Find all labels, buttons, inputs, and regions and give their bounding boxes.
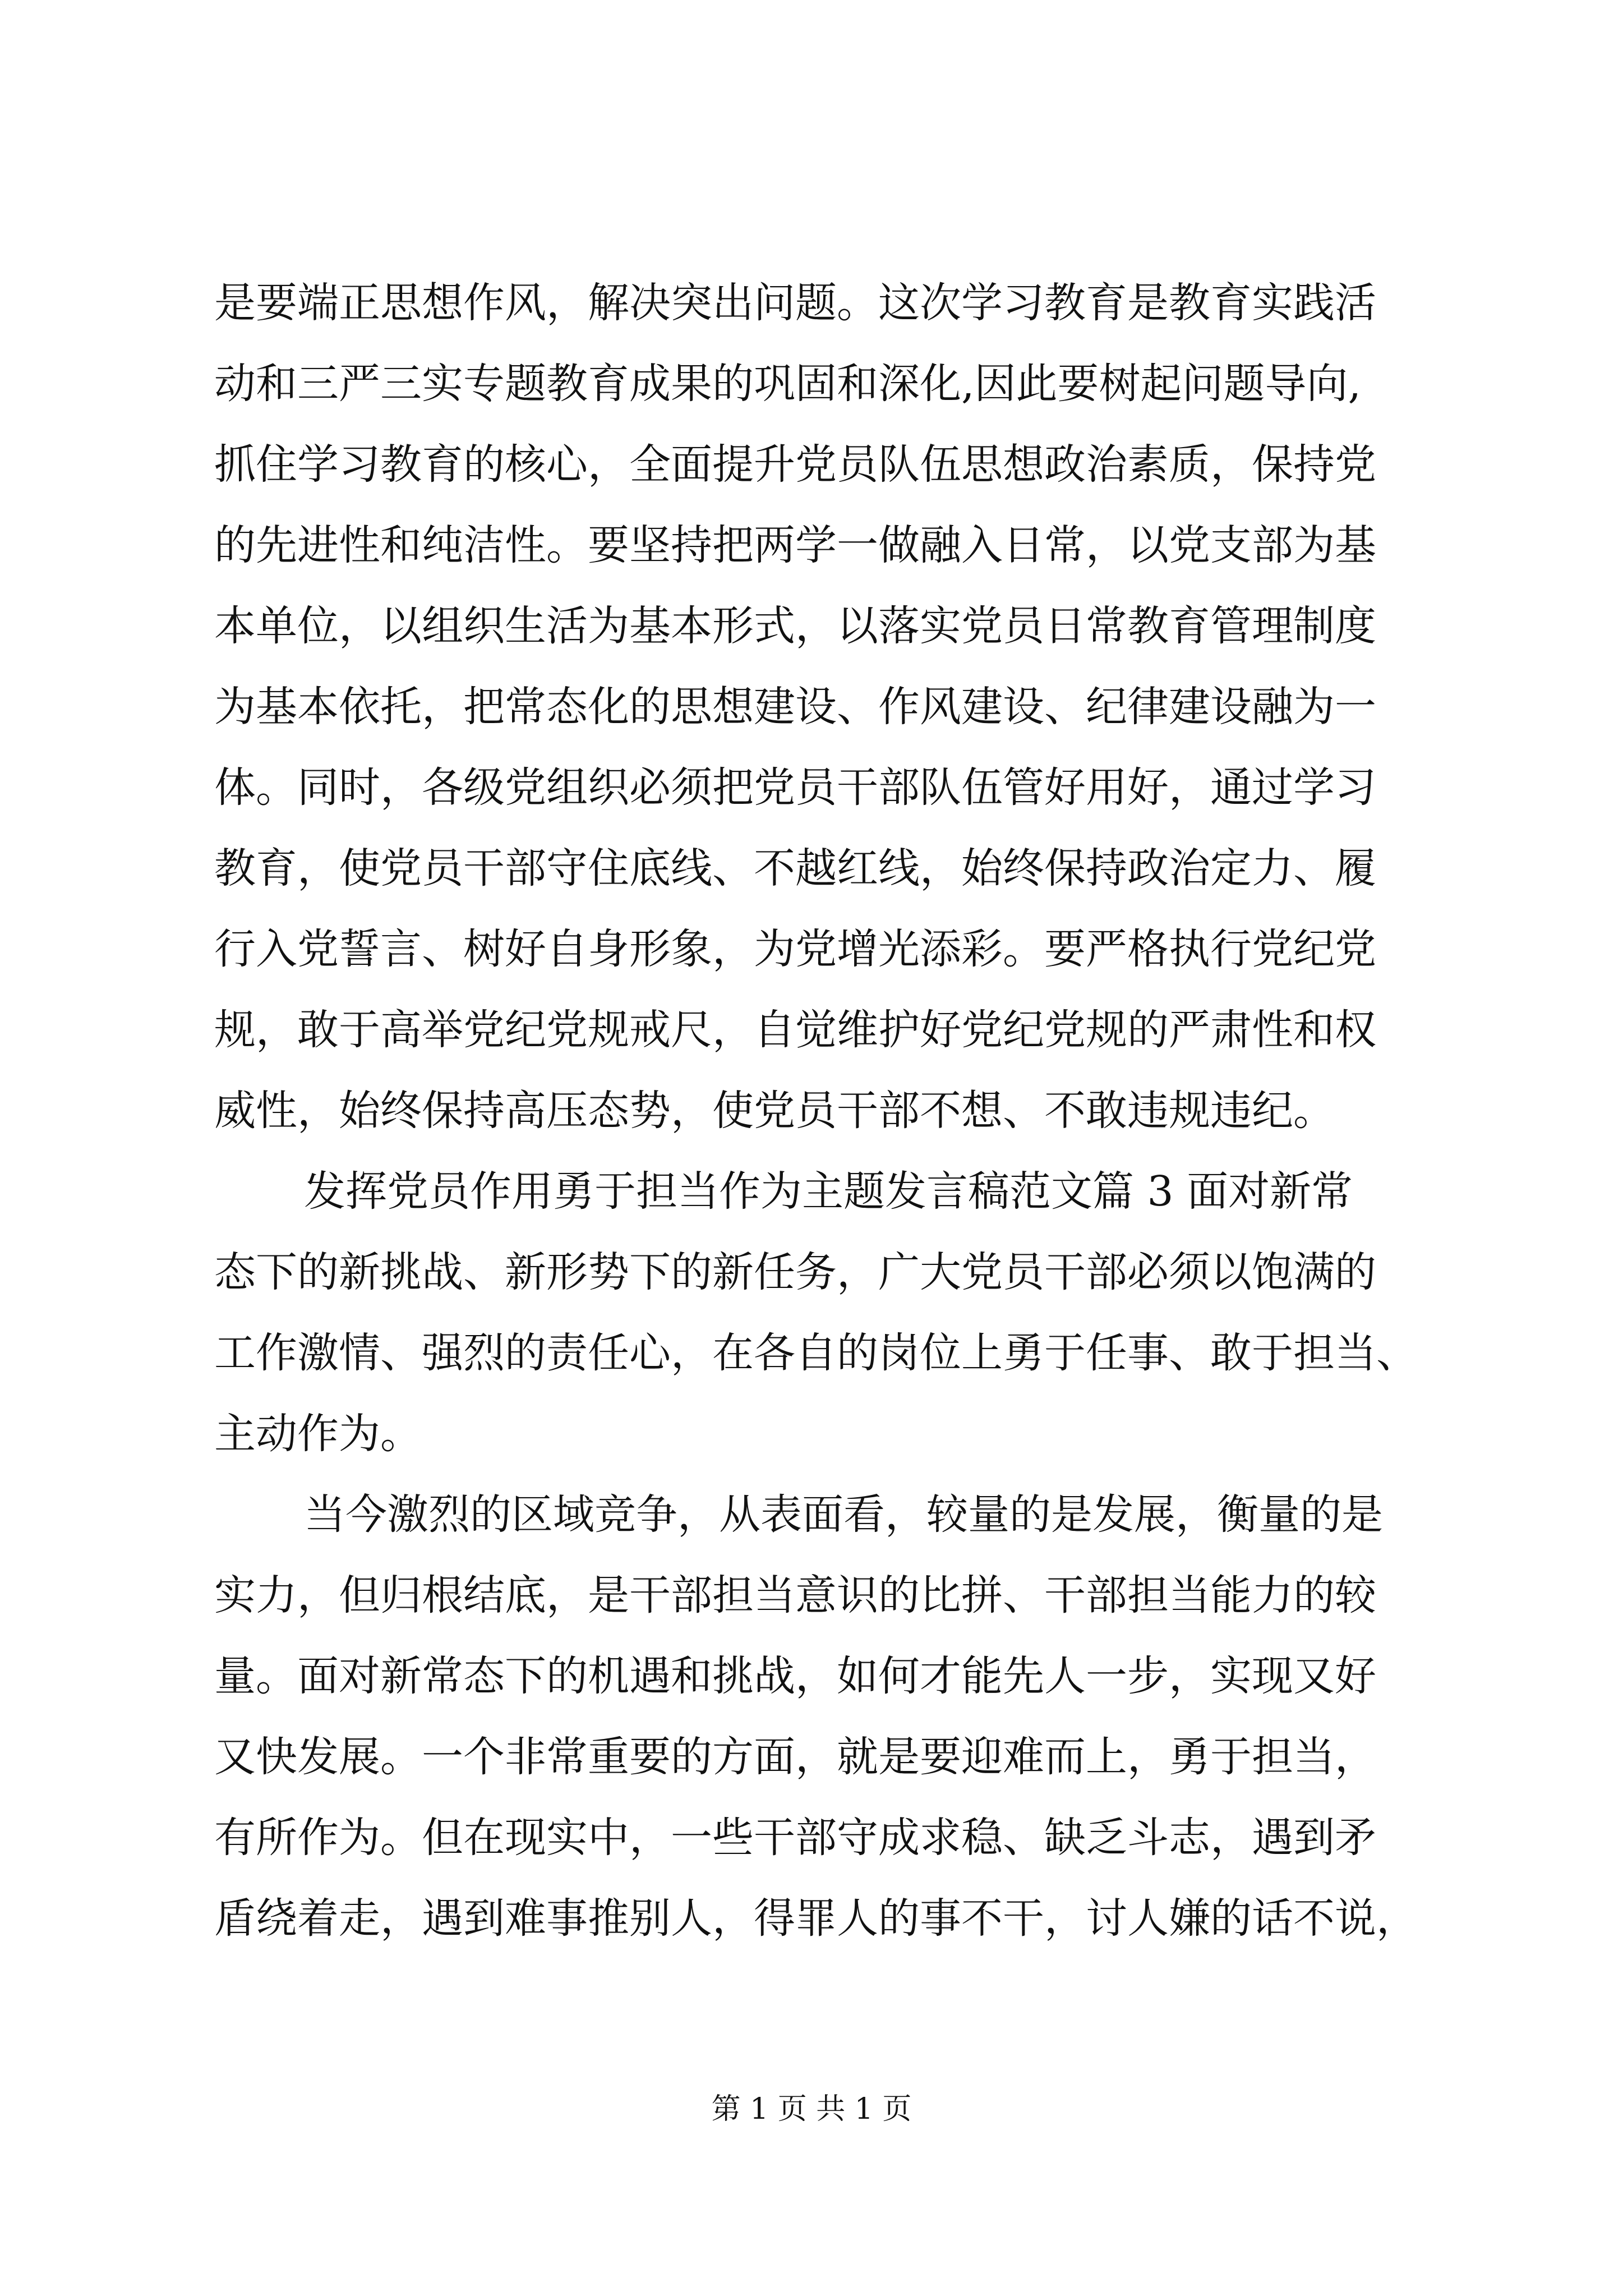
text-line: 有所作为。但在现实中，一些干部守成求稳、缺乏斗志，遇到矛 xyxy=(214,1814,1376,1862)
text-line: 体。同时，各级党组织必须把党员干部队伍管好用好，通过学习 xyxy=(214,763,1376,812)
page-footer: 第 1 页 共 1 页 xyxy=(711,2092,912,2126)
text-line: 态下的新挑战、新形势下的新任务，广大党员干部必须以饱满的 xyxy=(214,1248,1376,1296)
text-line: 教育，使党员干部守住底线、不越红线，始终保持政治定力、履 xyxy=(214,844,1376,892)
text-line: 为基本依托，把常态化的思想建设、作风建设、纪律建设融为一 xyxy=(214,683,1376,731)
text-line: 行入党誓言、树好自身形象，为党增光添彩。要严格执行党纪党 xyxy=(214,925,1376,973)
text-line: 本单位，以组织生活为基本形式，以落实党员日常教育管理制度 xyxy=(214,602,1376,650)
text-line: 抓住学习教育的核心，全面提升党员队伍思想政治素质，保持党 xyxy=(214,440,1376,489)
text-line: 主动作为。 xyxy=(214,1410,422,1458)
text-line: 又快发展。一个非常重要的方面，就是要迎难而上，勇于担当， xyxy=(214,1733,1376,1781)
text-line: 盾绕着走，遇到难事推别人，得罪人的事不干，讨人嫌的话不说， xyxy=(214,1894,1418,1943)
text-line: 威性，始终保持高压态势，使党员干部不想、不敢违规违纪。 xyxy=(214,1087,1335,1135)
text-line: 量。面对新常态下的机遇和挑战，如何才能先人一步，实现又好 xyxy=(214,1652,1376,1700)
text-line: 当今激烈的区域竞争，从表面看，较量的是发展，衡量的是 xyxy=(304,1490,1383,1539)
text-line: 工作激情、强烈的责任心，在各自的岗位上勇于任事、敢于担当、 xyxy=(214,1329,1418,1377)
text-line: 规，敢于高举党纪党规戒尺，自觉维护好党纪党规的严肃性和权 xyxy=(214,1006,1376,1054)
text-line: 是要端正思想作风，解决突出问题。这次学习教育是教育实践活 xyxy=(214,279,1376,327)
text-line: 的先进性和纯洁性。要坚持把两学一做融入日常，以党支部为基 xyxy=(214,521,1376,569)
text-line: 动和三严三实专题教育成果的巩固和深化,因此要树起问题导向, xyxy=(214,360,1362,408)
text-line: 发挥党员作用勇于担当作为主题发言稿范文篇 3 面对新常 xyxy=(304,1167,1353,1216)
body-text xyxy=(214,263,1470,1959)
text-line: 实力，但归根结底，是干部担当意识的比拼、干部担当能力的较 xyxy=(214,1571,1376,1619)
